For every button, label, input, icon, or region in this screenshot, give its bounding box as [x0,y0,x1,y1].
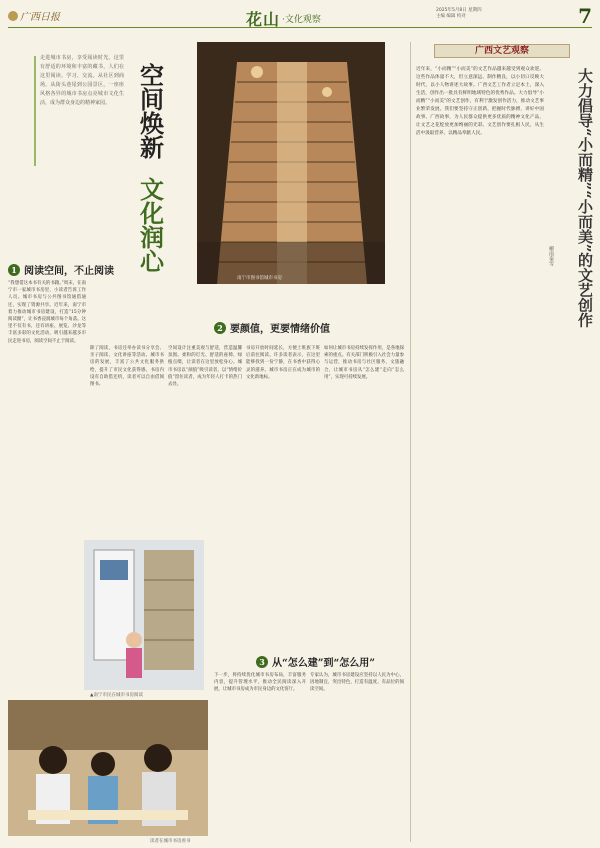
section-2-title: 要颜值，更要情绪价值 [230,324,330,335]
editor-credits: 主编 编辑 校对 [436,14,466,19]
newspaper-logo [8,8,60,23]
section-3-title: 从“怎么建”到“怎么用” [272,658,376,669]
bookshelf-atrium-illustration [197,42,385,284]
headline-line-2: 文化润心 [135,177,165,273]
bookshelf-atrium-photo [197,42,385,284]
text-column-7: 专家认为，城市书房建设应坚持以人民为中心，因地制宜，突出特色，打造有温度、有品位的阅读空间。 [310,673,404,693]
logo-text: 广西日报 [20,12,60,23]
main-headline [130,56,170,166]
self-service-kiosk-photo [84,540,204,690]
intro-paragraph: 走进城市书房，享受阅读时光。这里有舒适的环境和丰富的藏书，人们在这里阅读、学习、交流。从社区到商场，从街头巷尾到公园景区，一座座风格各异的城市书房点亮城市文化生活，成为群众身边的精神家园。 [40,55,124,106]
logo-emblem-icon [8,11,18,21]
kiosk-illustration [84,540,204,690]
section-1-heading [8,262,114,277]
sidebar-headline: 大力倡导“小而精”“小而美”的文艺创作 [576,68,594,328]
readers-photo [8,700,208,836]
bottom-photo-caption: 读者在城市书房看书 [150,839,191,844]
page-header [8,6,592,28]
text-column-6: 下一步，将持续优化城市书房布局，丰富服务内容，提升管理水平，推动全民阅读深入开展，让城市书房成为市民身边的文化客厅。 [214,673,306,693]
header-meta [436,8,566,20]
section-3-heading [256,654,375,669]
text-column-5: 如何让城市书房持续发挥作用，是各地探索的重点。有关部门积极引入社会力量参与运营，推动书房与社区服务、文旅融合，让城市书房从“怎么建”走向“怎么用”，实现可持续发展。 [324,346,404,380]
sidebar-byline: 柳南秦雪 [548,246,554,266]
mid-photo-caption: ▲南宁市民在城市书房阅读 [90,693,143,698]
section-2-number: 2 [214,322,226,334]
section-name: 花山 [246,10,281,29]
sidebar-body-text: 近年来，“小而精”“小而美”的文艺作品越来越受到观众欢迎。这些作品体量不大，但立意深远、制作精良，以小切口反映大时代，以小人物讲述大故事。广西文艺工作者立足本土，深入生活，创作出一批具有鲜明地域特色的优秀作品。大力倡导“小而精”“小而美”的文艺创作，有利于激发创作活力，推动文艺事业繁荣发展。我们要坚持守正创新，把握时代脉搏，讲好中国故事、广西故事，为人民群众提供更多优质的精神文化产品，让文艺之花绽放更加绚丽的光彩。文艺创作要扎根人民，从生活中汲取营养，以精品奉献人民。 [416,67,544,136]
section-2-heading [214,320,330,335]
text-column-4: 书房开放时间延长，方便上班族下班后前往阅读。许多读者表示，在这里能够找到一份宁静，在书香中获得心灵的滋养。城市书房正在成为城市的文化新地标。 [246,346,320,380]
text-column-3: 空间设计注重美观与舒适，营造温馨氛围。柔和的灯光、舒适的座椅、绿植点缀，让读者在这里放松身心。城市书房以“颜值”吸引读者，以“情绪价值”留住读者，成为年轻人打卡的热门去处。 [168,346,242,388]
readers-illustration [8,700,208,836]
section-subtitle: ·文化观察 [282,15,321,25]
intro-accent-bar [34,56,36,166]
sidebar-column-title: 广西文艺观察 [434,44,570,58]
text-column-1: “我想借这本书有关的书籍。”周末，在南宁市一家城市书房里，小读者告诉工作人员。城市书房与公共图书馆通借通还，实现了资源共享。近年来，南宁市着力推动城市书房建设，打造“15分钟阅读圈”，让书香浸润城市每个角落。这里不仅有书，还有讲座、展览、沙龙等丰富多彩的文化活动，吸引越来越多市民走进书房，阅读空间不止于阅读。 [8,281,86,344]
section-1-title: 阅读空间，不止阅读 [24,266,114,277]
headline-line-1: 空间焕新 [135,63,165,159]
main-headline-2 [130,170,170,280]
top-photo-caption: 南宁市图书馆城市书房 [237,276,282,281]
issue-date: 2025年5月8日 星期四 [436,8,482,13]
text-column-2: 除了阅读，书房还举办读书分享会、亲子阅读、文化讲座等活动。城市书房的发展，丰富了公共文化服务供给，提升了市民文化获得感。书房内设有自助借还机，读者可以自由借阅图书。 [90,346,164,388]
section-1-number: 1 [8,264,20,276]
page-number: 7 [578,4,592,28]
section-3-number: 3 [256,656,268,668]
